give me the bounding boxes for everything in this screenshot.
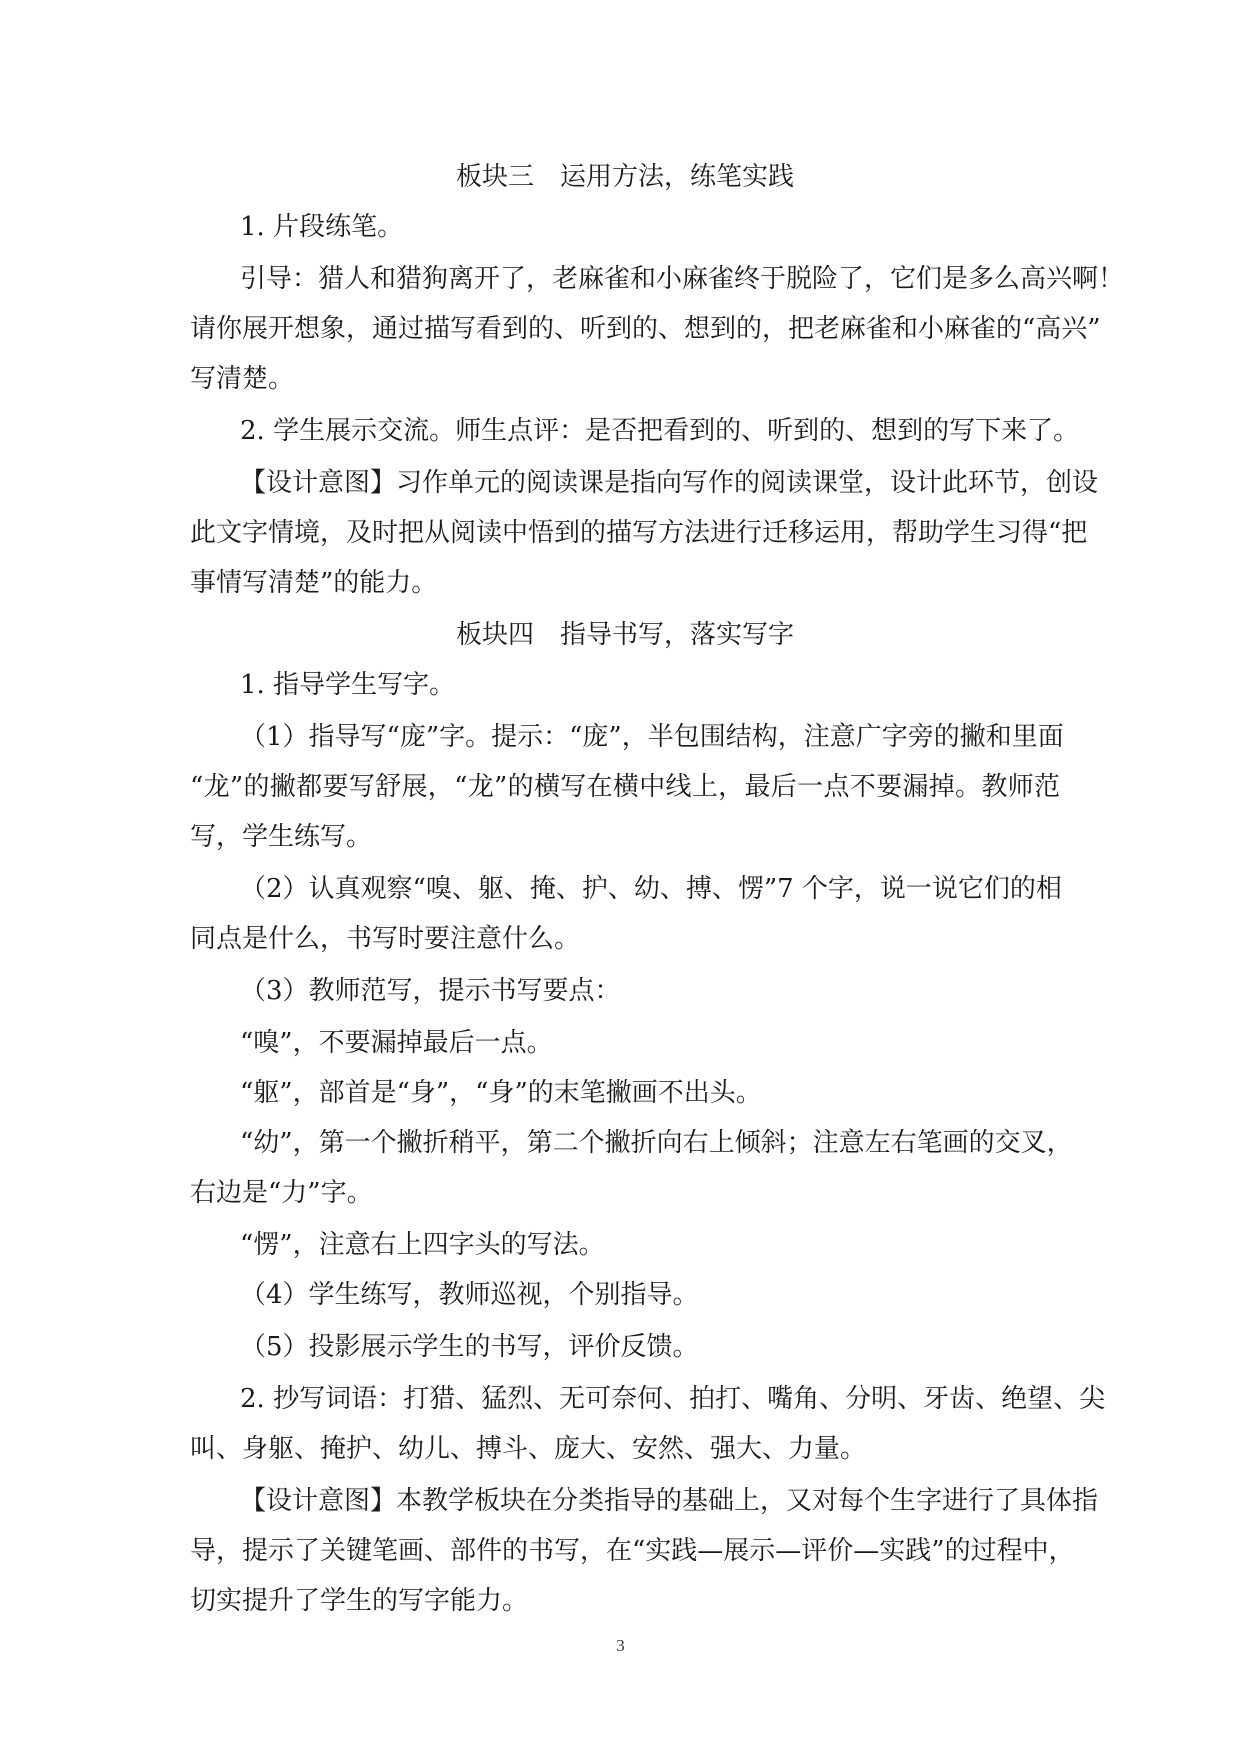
section4-step5: （5）投影展示学生的书写，评价反馈。 (240, 1332, 699, 1362)
section4-step3: （3）教师范写，提示书写要点： (240, 976, 621, 1006)
section3-guide-line3: 写清楚。 (190, 364, 295, 394)
section3-item2: 2. 学生展示交流。师生点评：是否把看到的、听到的、想到的写下来了。 (240, 416, 1080, 446)
section4-intent-line1: 【设计意图】本教学板块在分类指导的基础上，又对每个生字进行了具体指 (240, 1486, 1099, 1516)
page-number: 3 (616, 1636, 625, 1655)
section3-heading: 板块三 运用方法，练笔实践 (455, 162, 794, 192)
section4-step4: （4）学生练写，教师巡视，个别指导。 (240, 1280, 699, 1310)
section4-tip3-line1: “幼”，第一个撇折稍平，第二个撇折向右上倾斜；注意左右笔画的交叉， (240, 1128, 1073, 1158)
section3-intent-line1: 【设计意图】习作单元的阅读课是指向写作的阅读课堂，设计此环节，创设 (240, 468, 1099, 498)
section4-intent-line3: 切实提升了学生的写字能力。 (190, 1586, 529, 1616)
section4-heading: 板块四 指导书写，落实写字 (455, 620, 794, 650)
section4-tip1: “嗅”，不要漏掉最后一点。 (240, 1028, 553, 1058)
section3-item1: 1. 片段练笔。 (240, 212, 404, 242)
section4-step2-line2: 同点是什么，书写时要注意什么。 (190, 924, 581, 954)
section4-intent-line2: 导，提示了关键笔画、部件的书写，在“实践—展示—评价—实践”的过程中， (190, 1536, 1075, 1566)
section4-tip3-line2: 右边是“力”字。 (190, 1178, 373, 1208)
section4-step1-line2: “龙”的撇都要写舒展，“龙”的横写在横中线上，最后一点不要漏掉。教师范 (190, 772, 1060, 802)
section3-intent-line3: 事情写清楚”的能力。 (190, 568, 438, 598)
section4-step1-line3: 写，学生练写。 (190, 822, 373, 852)
section4-step2-line1: （2）认真观察“嗅、躯、掩、护、幼、搏、愣”7 个字，说一说它们的相 (240, 874, 1062, 904)
section4-step1-line1: （1）指导写“庞”字。提示：“庞”，半包围结构，注意广字旁的撇和里面 (240, 722, 1064, 752)
section4-item2-line1: 2. 抄写词语：打猎、猛烈、无可奈何、拍打、嘴角、分明、牙齿、绝望、尖 (240, 1384, 1106, 1414)
section3-guide-line2: 请你展开想象，通过描写看到的、听到的、想到的，把老麻雀和小麻雀的“高兴” (190, 314, 1101, 344)
section3-intent-line2: 此文字情境，及时把从阅读中悟到的描写方法进行迁移运用，帮助学生习得“把 (190, 518, 1088, 548)
section3-guide-line1: 引导：猎人和猎狗离开了，老麻雀和小麻雀终于脱险了，它们是多么高兴啊！ (240, 264, 1125, 294)
section4-tip2: “躯”，部首是“身”，“身”的末笔撇画不出头。 (240, 1078, 762, 1108)
section4-tip4: “愣”，注意右上四字头的写法。 (240, 1230, 605, 1260)
section4-item1: 1. 指导学生写字。 (240, 670, 456, 700)
section4-item2-line2: 叫、身躯、掩护、幼儿、搏斗、庞大、安然、强大、力量。 (190, 1434, 867, 1464)
